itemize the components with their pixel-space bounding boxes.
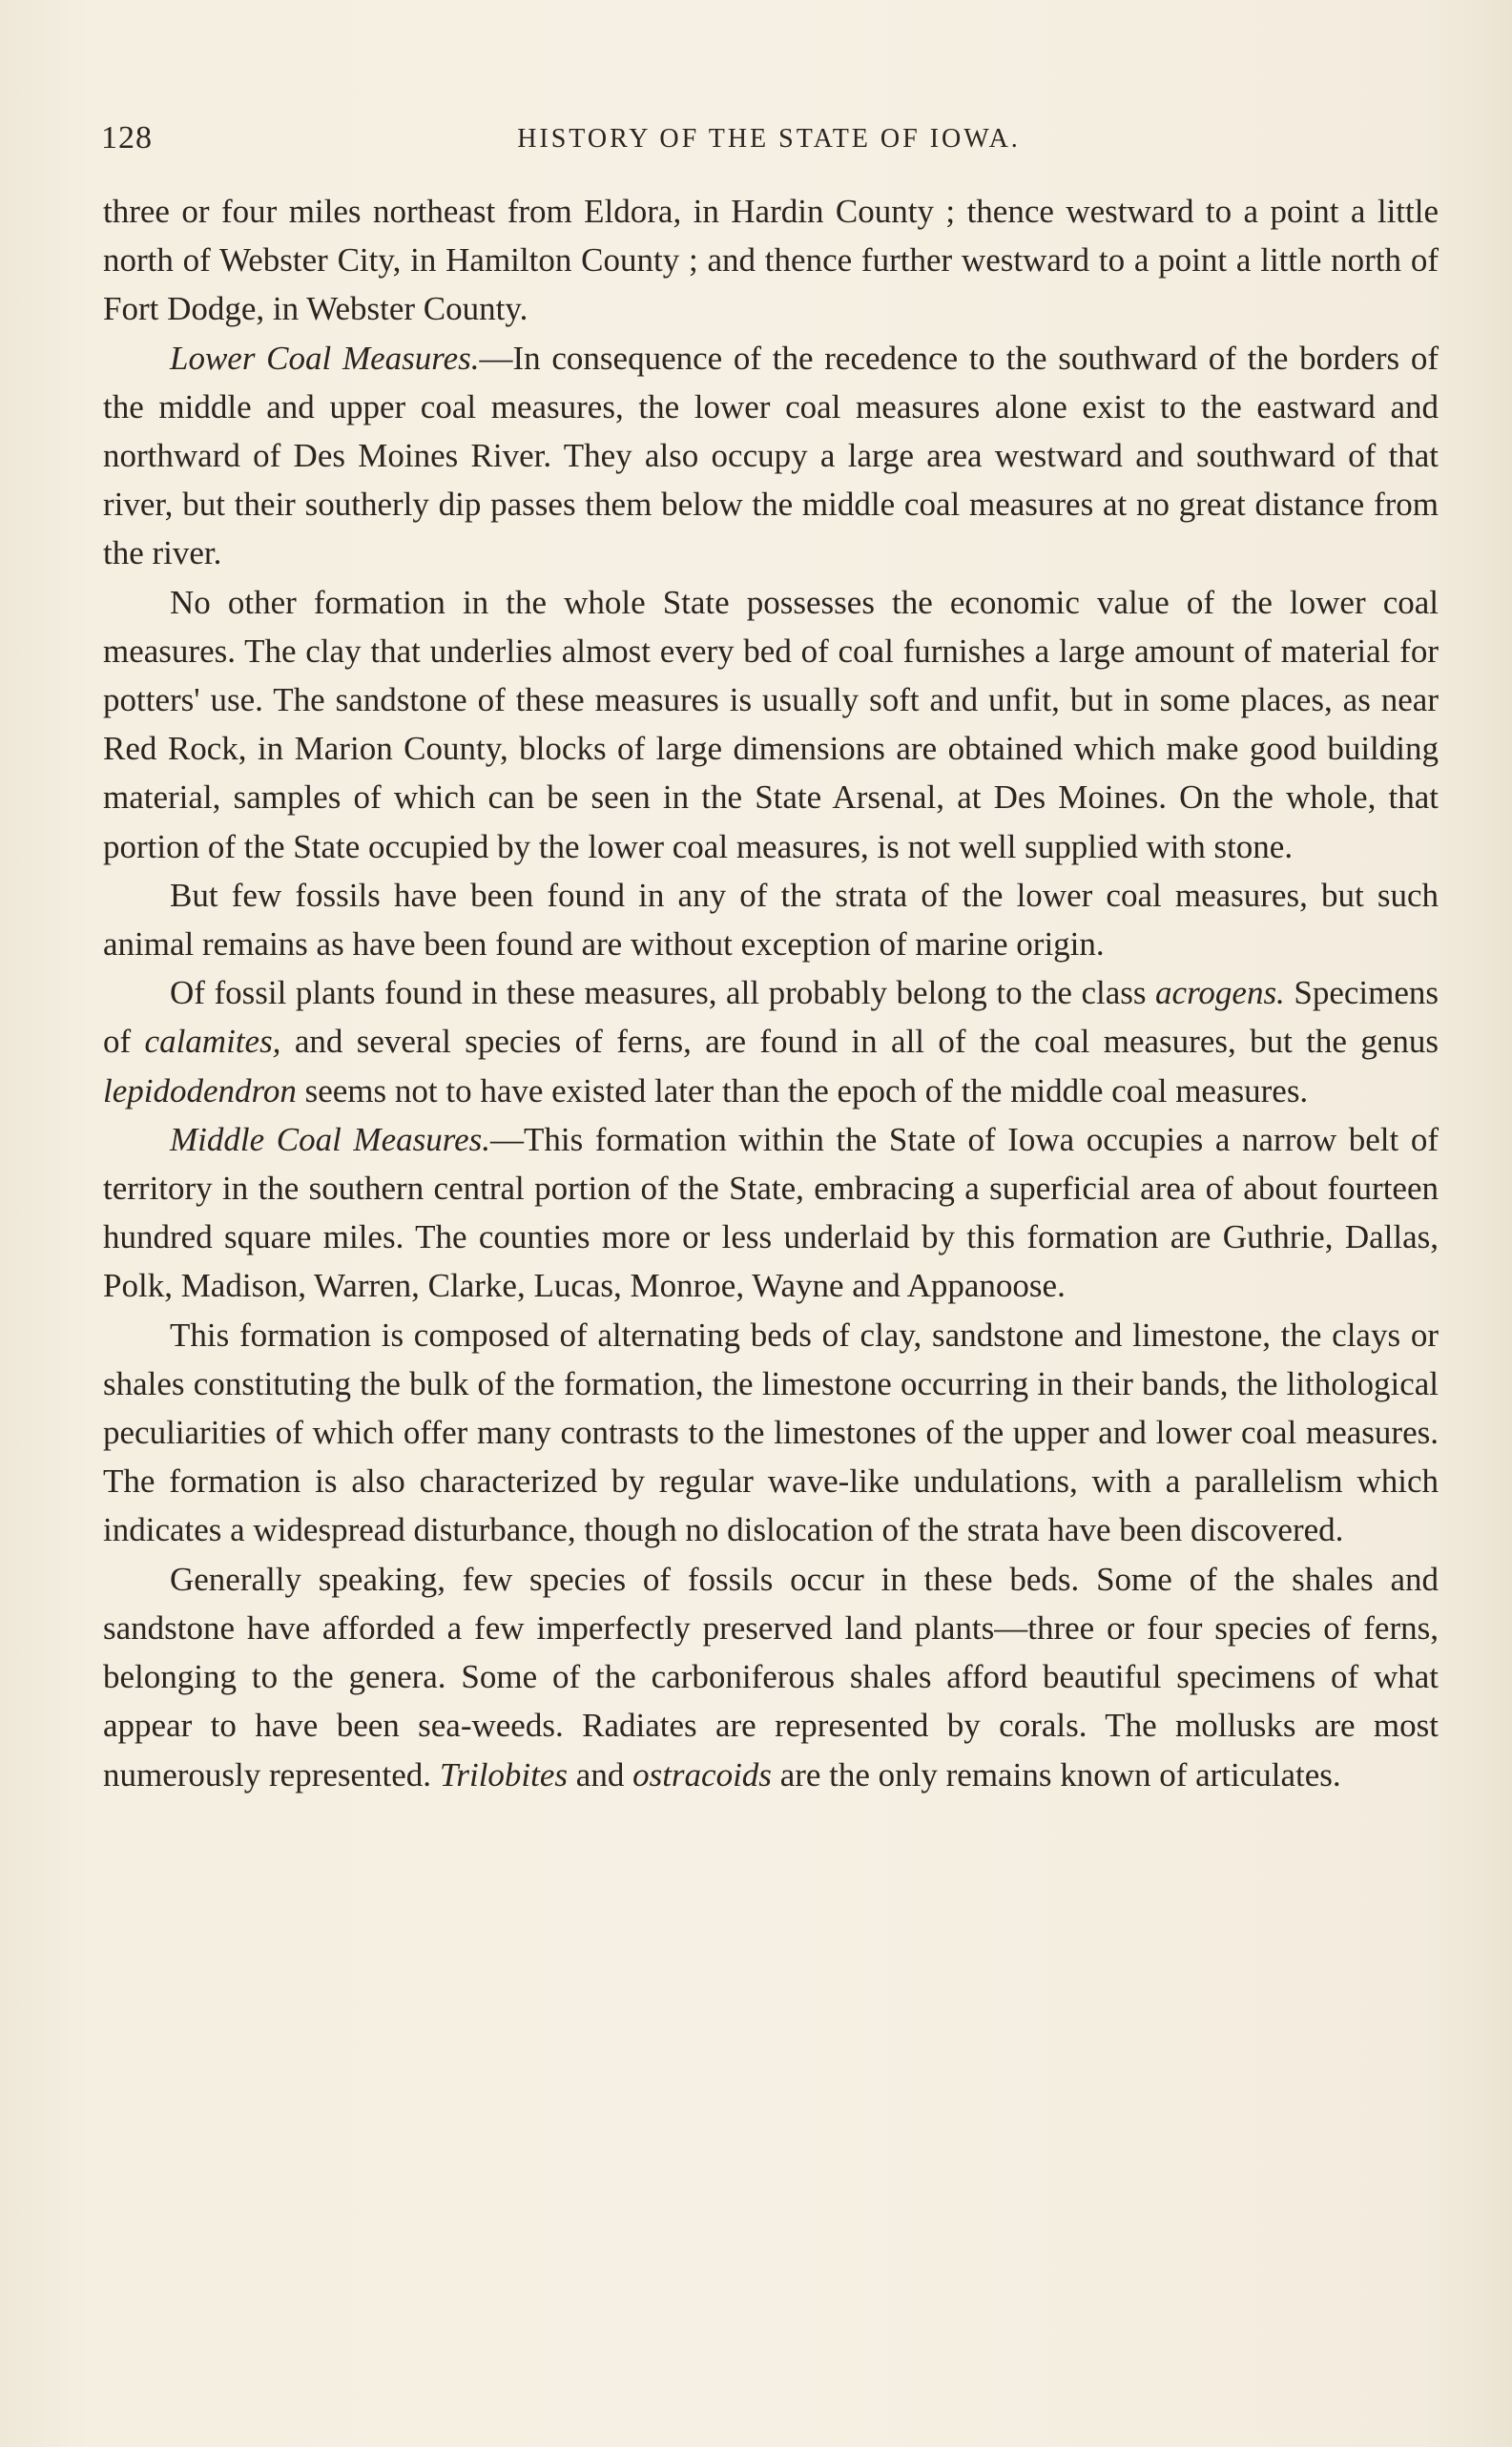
- text-run: Of fossil plants found in these measures, all probably belong to the class: [170, 974, 1156, 1012]
- paragraph: [103, 187, 1439, 334]
- paragraph: [103, 578, 1439, 871]
- paragraph: [103, 1311, 1439, 1555]
- text-run: Specimens of: [103, 974, 1440, 1061]
- text-run: —This formation within the State of Iowa occupies a narrow belt of territory in the southern central portion of the State, embracing a superficial area of about fourteen hundred square miles. The counties more or less underlaid by this formation are Guthrie, Dallas, Polk, Madison, Warren, Clarke, Lucas, Monroe, Wayne and Appanoose.: [103, 1120, 1439, 1305]
- running-head: HISTORY OF THE STATE OF IOWA.: [517, 124, 1021, 154]
- text-run: three or four miles northeast from Eldora, in Hardin County ; thence westward to a point a little north of Webster City, in Hamilton County ; and thence further westward to a point a little north of Fort Dodge, in Webster County.: [103, 193, 1439, 328]
- text-run: and: [568, 1755, 633, 1794]
- paragraph: [103, 871, 1439, 968]
- text-run: No other formation in the whole State possesses the economic value of the lower coal measures. The clay that underlies almost every bed of coal furnishes a large amount of material for potters' use. The sandstone of these measures is usually soft and unfit, but in some places, as near Red Rock, in Marion County, blocks of large dimensions are obtained which make good building material, samples of which can be seen in the State Arsenal, at Des Moines. On the whole, that portion of the State occupied by the lower coal measures, is not well supplied with stone.: [103, 583, 1439, 865]
- text-run: are the only remains known of articulates.: [771, 1755, 1341, 1794]
- text-run: seems not to have existed later than the epoch of the middle coal measures.: [296, 1071, 1309, 1109]
- italic-text: calamites,: [144, 1023, 281, 1061]
- text-run: Generally speaking, few species of fossils occur in these beds. Some of the shales and sandstone have afforded a few imperfectly preserved land plants—three or four species of ferns, belonging to the genera. Some of the carboniferous shales afford beautiful specimens of what appear to have been sea-weeds. Radiates are represented by corals. The mollusks are most numerously represented.: [103, 1560, 1439, 1794]
- paragraph: [103, 334, 1439, 578]
- text-run: This formation is composed of alternating beds of clay, sandstone and limestone, the clays or shales constituting the bulk of the formation, the limestone occurring in their bands, the lithological peculiarities of which offer many contrasts to the limestones of the upper and lower coal measures. The formation is also characterized by regular wave-like undulations, with a parallelism which indicates a widespread disturbance, though no dislocation of the strata have been discovered.: [103, 1316, 1439, 1549]
- text-run: —In consequence of the recedence to the southward of the borders of the middle and upper coal measures, the lower coal measures alone exist to the eastward and northward of Des Moines River. They also occupy a large area westward and southward of that river, but their southerly dip passes them below the middle coal measures at no great distance from the river.: [103, 339, 1439, 572]
- page-number: 128: [101, 120, 153, 156]
- italic-text: acrogens.: [1155, 974, 1285, 1012]
- italic-text: Trilobites: [439, 1755, 569, 1794]
- italic-text: ostracoids: [632, 1755, 772, 1794]
- italic-text: Lower Coal Measures.: [170, 339, 480, 377]
- italic-text: lepidodendron: [103, 1071, 297, 1109]
- paragraph: [103, 968, 1439, 1115]
- text-run: But few fossils have been found in any of the strata of the lower coal measures, but such animal remains as have been found are without exception of marine origin.: [103, 876, 1439, 964]
- paragraph: [103, 1555, 1439, 1799]
- italic-text: Middle Coal Measures.: [170, 1120, 490, 1158]
- paragraph: [103, 1115, 1439, 1311]
- text-run: and several species of ferns, are found in all of the coal measures, but the genus: [280, 1023, 1439, 1061]
- page-header: [101, 120, 1437, 162]
- body-text: [103, 187, 1439, 1799]
